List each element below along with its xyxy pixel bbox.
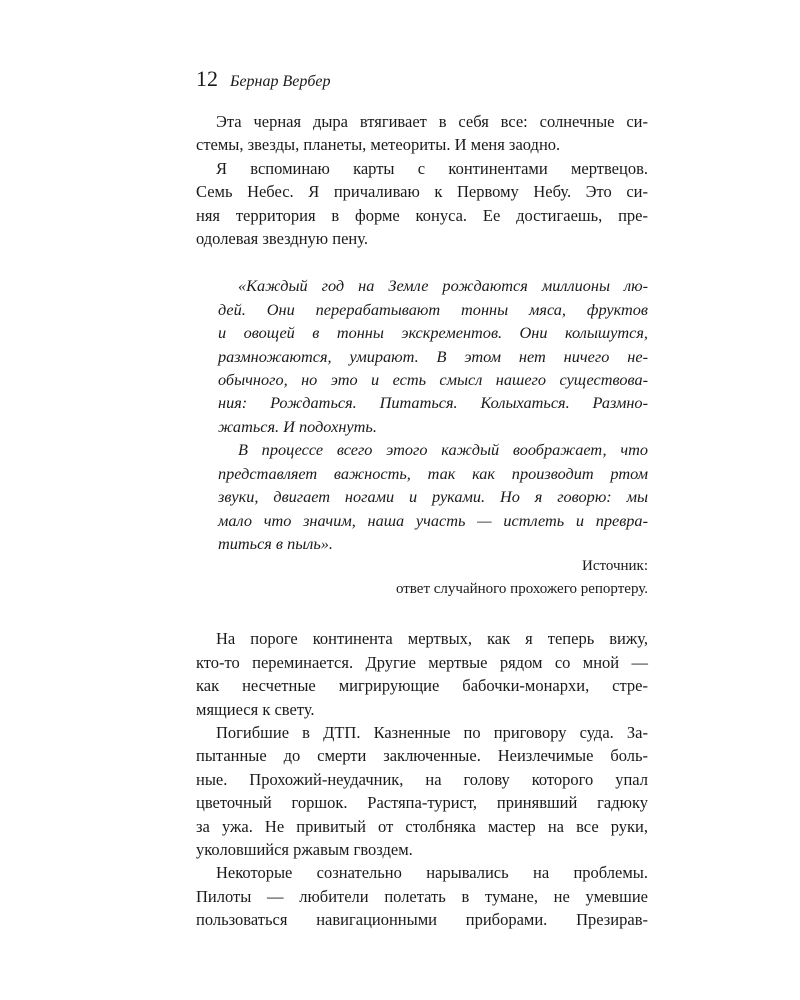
epigraph-quote — [218, 274, 648, 555]
text-line: стемы, звезды, планеты, метеориты. И меня заодно. — [196, 135, 561, 155]
text-line: «Каждый год на Земле рождаются миллионы лю- — [238, 276, 648, 296]
text-line: титься в пыль». — [218, 533, 333, 553]
text-line: мящиеся к свету. — [196, 699, 315, 719]
text-line: Семь Небес. Я причаливаю к Первому Небу. Это си- — [196, 182, 648, 202]
text-line: представляет важность, так как производит ртом — [218, 463, 648, 483]
text-line: обычного, но это и есть смысл нашего существова- — [218, 370, 648, 390]
paragraph — [196, 110, 648, 157]
page-header — [196, 66, 648, 96]
text-line: жаться. И подохнуть. — [218, 416, 377, 436]
paragraph — [196, 627, 648, 721]
text-line: пытанные до смерти заключенные. Неизлечимые боль- — [196, 746, 648, 766]
text-line: ные. Прохожий-неудачник, на голову которого упал — [196, 769, 648, 789]
text-line: и овощей в тонны экскрементов. Они колышутся, — [218, 323, 648, 343]
text-line: В процессе всего этого каждый воображает, что — [238, 440, 648, 460]
text-line: уколовшийся ржавым гвоздем. — [196, 839, 413, 859]
paragraph — [196, 861, 648, 931]
text-line: Погибшие в ДТП. Казненные по приговору суда. За- — [216, 722, 648, 742]
text-line: звуки, двигает ногами и руками. Но я говорю: мы — [218, 487, 648, 507]
text-line: кто-то переминается. Другие мертвые рядом со мной — — [196, 652, 648, 672]
text-line: Эта черная дыра втягивает в себя все: солнечные си- — [216, 112, 648, 131]
text-line: размножаются, умирают. В этом нет ничего не- — [218, 346, 648, 366]
text-line: пользоваться навигационными приборами. Презирав- — [196, 910, 648, 930]
text-line: ния: Рождаться. Питаться. Колыхаться. Размно- — [218, 393, 648, 413]
source-text: ответ случайного прохожего репортеру. — [395, 581, 648, 598]
text-line: цветочный горшок. Растяпа-турист, принявший гадюку — [196, 793, 648, 813]
paragraph — [218, 438, 648, 555]
book-page — [196, 66, 648, 932]
text-line: няя территория в форме конуса. Ее достигаешь, пре- — [196, 205, 648, 225]
text-line: мало что значим, наша участь — истлеть и превра- — [218, 510, 648, 530]
text-line: Я вспоминаю карты с континентами мертвецов. — [216, 158, 648, 178]
paragraph — [196, 721, 648, 861]
paragraph — [196, 157, 648, 251]
quote-source — [196, 555, 648, 601]
text-line: дей. Они перерабатывают тонны мяса, фруктов — [218, 299, 648, 319]
text-line: как несчетные мигрирующие бабочки-монархи, стре- — [196, 676, 648, 696]
body-text-top — [196, 110, 648, 250]
text-line: На пороге континента мертвых, как я теперь вижу, — [216, 629, 648, 649]
source-label: Источник: — [581, 558, 648, 575]
text-line: за ужа. Не привитый от столбняка мастер на все руки, — [196, 816, 648, 836]
text-line: Пилоты — любители полетать в тумане, не умевшие — [196, 886, 648, 906]
running-head: Бернар Вербер — [230, 73, 331, 90]
text-line: одолевая звездную пену. — [196, 229, 368, 249]
text-line: Некоторые сознательно нарывались на проблемы. — [216, 863, 648, 883]
page-number: 12 — [196, 66, 218, 91]
paragraph — [218, 274, 648, 438]
body-text-bottom — [196, 627, 648, 931]
